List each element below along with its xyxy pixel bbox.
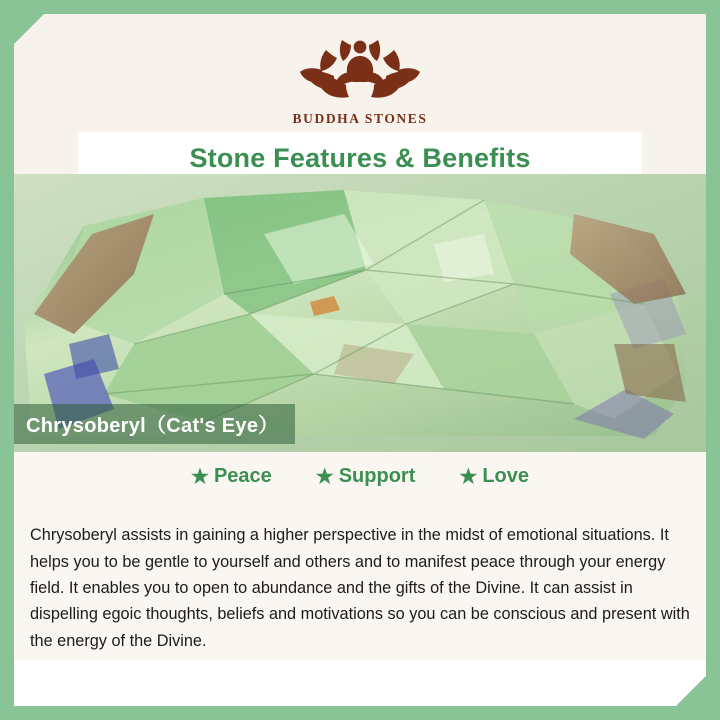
star-icon: ★ — [191, 466, 209, 488]
poster-card — [14, 14, 706, 706]
bottom-strip — [14, 660, 706, 706]
star-icon: ★ — [315, 466, 334, 488]
corner-accent-bottom-right — [662, 662, 720, 720]
benefit-item — [316, 464, 416, 489]
benefit-label: Love — [482, 465, 529, 487]
brand-block — [14, 30, 706, 127]
stone-photo — [14, 174, 706, 452]
page-title: Stone Features & Benefits — [189, 142, 531, 173]
stone-caption: Chrysoberyl（Cat's Eye） — [14, 404, 295, 444]
benefit-label: Peace — [213, 465, 272, 487]
corner-accent-top-left — [0, 0, 58, 58]
header-section — [14, 14, 706, 174]
stone-description: Chrysoberyl assists in gaining a higher perspective in the midst of emotional situations. It helps you to be gentle to yourself and others and to manifest peace through your energy field. It enables you to open to abundance and the gifts of the Divine. It can assist in dispelling egoic thoughts, beliefs and motivations so you can be conscious and present with the energy of the Divine. — [30, 526, 690, 650]
star-icon: ★ — [459, 466, 478, 488]
lotus-meditation-icon — [286, 30, 434, 109]
benefit-item — [191, 464, 272, 489]
brand-name: BUDDHA STONES — [292, 111, 428, 126]
benefit-item — [459, 464, 529, 489]
benefit-label: Support — [338, 465, 416, 487]
benefits-row — [14, 464, 706, 489]
